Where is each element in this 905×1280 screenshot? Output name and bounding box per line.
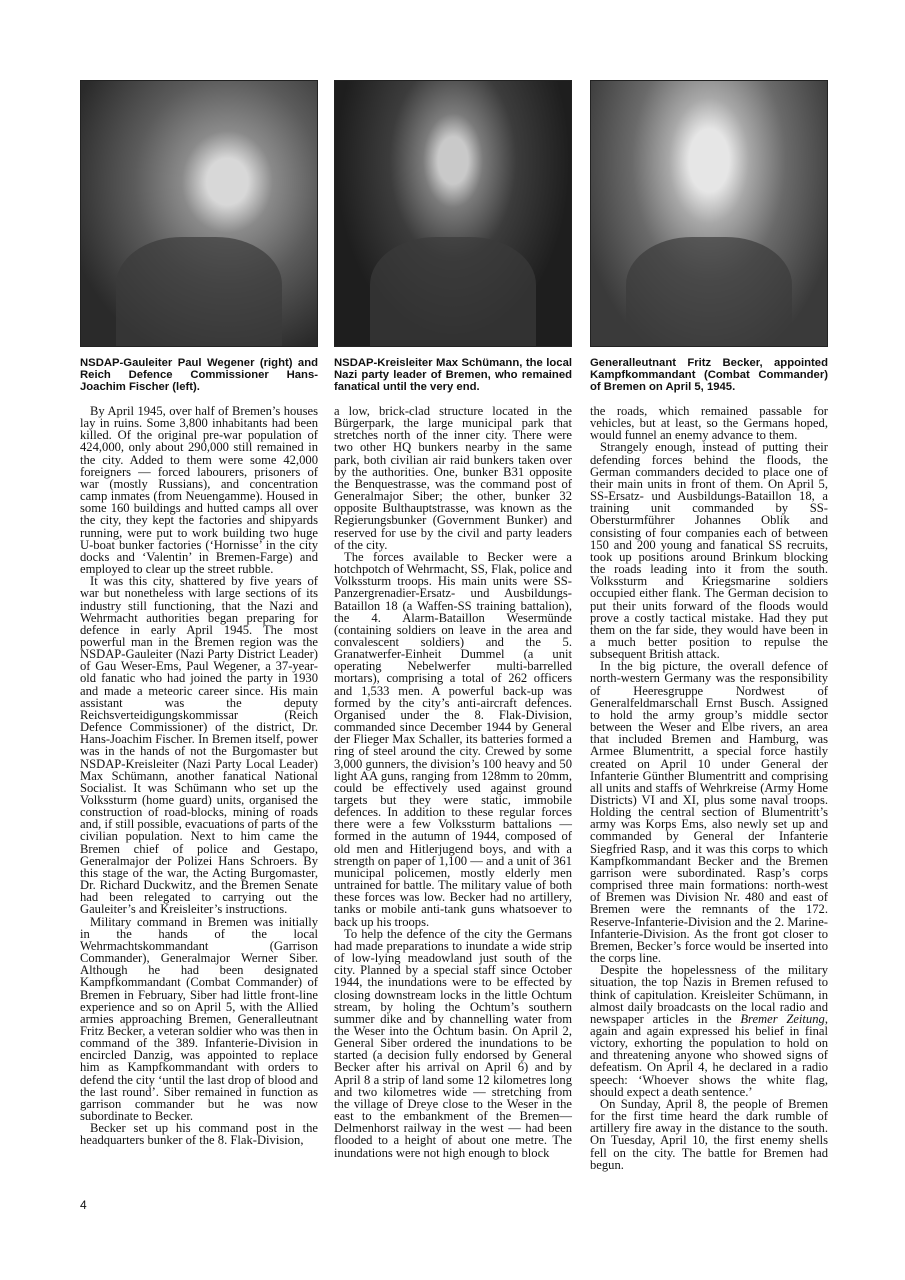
paragraph: Becker set up his command post in the headquarters bunker of the 8. Flak-Division, [80, 1121, 318, 1148]
photo-schumann [334, 80, 572, 347]
paragraph: In the big picture, the overall defence of north-western Germany was the responsibility of Heeresgruppe Nordwest of Generalfeldmarschall Ernst Busch. Assigned to hold the army group’s middle sector between the Weser and Elbe rivers, an area that included Bremen and Hamburg, was Armee Blumentritt, a special force hastily created on April 10 under General der Infanterie Günther Blumentritt and comprising all units and staffs of Wehrkreise (Army Home Districts) VI and XI, plus some naval troops. Holding the central section of Blumentritt’s army was Korps Ems, also newly set up and commanded by General der Infanterie Siegfried Rasp, and it was this corps to which Kampfkommandant Becker and the Bremen garrison were subordinated. Rasp’s corps comprised three main formations: north-west of Bremen was Division Nr. 480 and east of Bremen were the remnants of the 172. Reserve-Infanterie-Division and the 2. Marine-Infanterie-Division. As the front got closer to Bremen, Becker’s force would be inserted into the corps line. [590, 659, 828, 966]
text-column-2 [334, 405, 572, 1159]
photo-caption: NSDAP-Kreisleiter Max Schümann, the local Nazi party leader of Bremen, who remained fanatical until the very end. [334, 357, 572, 394]
paragraph: By April 1945, over half of Bremen’s houses lay in ruins. Some 3,800 inhabitants had been killed. Of the original pre-war population of 424,000, only about 290,000 still remained in the city. Added to them were some 42,000 foreigners — forced labourers, prisoners of war (mostly Russians), and concentration camp inmates (from Neuengamme). Housed in some 160 buildings and hutted camps all over the city, they kept the factories and shipyards running, were put to work building two huge U-boat bunker factories (‘Hornisse’ in the city docks and ‘Valentin’ in Bremen-Farge) and employed to clear up the street rubble. [80, 404, 318, 577]
paragraph [590, 964, 828, 1098]
text-column-1 [80, 405, 318, 1147]
photo-caption: Generalleutnant Fritz Becker, appointed Kampfkommandant (Combat Commander) of Bremen on April 5, 1945. [590, 357, 828, 394]
paragraph: It was this city, shattered by five years of war but nonetheless with large sections of its industry still functioning, that the Nazi and Wehrmacht authorities began preparing for defence in early April 1945. The most powerful man in the Bremen region was the NSDAP-Gauleiter (Nazi Party District Leader) of Gau Weser-Ems, Paul Wegener, a 37-year-old fanatic who had joined the party in 1930 and made a meteoric career since. His main assistant was the deputy Reichsverteidigungskommissar (Reich Defence Commissioner) of the district, Dr. Hans-Joachim Fischer. In Bremen itself, power was in the hands of not the Burgomaster but NSDAP-Kreisleiter (Nazi Party Local Leader) Max Schümann, another fanatical National Socialist. It was Schümann who set up the Volkssturm (home guard) units, organised the construction of road-blocks, mining of roads and, if still possible, evacuations of parts of the civilian population. Next to him came the Bremen chief of police and Gestapo, Generalmajor der Polizei Hans Schroers. By this stage of the war, the Acting Burgomaster, Dr. Richard Duckwitz, and the Bremen Senate had been relegated to carrying out the Gauleiter’s and Kreisleiter’s instructions. [80, 574, 318, 917]
text-column-3 [590, 405, 828, 1171]
paragraph: the roads, which remained passable for vehicles, but at least, so the Germans hoped, would funnel an enemy advance to them. [590, 404, 828, 443]
paragraph: a low, brick-clad structure located in the Bürgerpark, the large municipal park that stretches north of the inner city. There were two other HQ bunkers nearby in the same park, both civilian air raid bunkers taken over by the authorities. One, bunker B31 opposite the Benquestrasse, was the command post of Generalmajor Siber; the other, bunker 32 opposite Bulthauptstrasse, was known as the Regierungsbunker (Government Bunker) and reserved for use by the civil and party leaders of the city. [334, 404, 572, 552]
page-number: 4 [80, 1198, 87, 1212]
paragraph: On Sunday, April 8, the people of Bremen for the first time heard the dark rumble of artillery fire away in the distance to the south. On Tuesday, April 10, the first enemy shells fell on the city. The battle for Bremen had begun. [590, 1096, 828, 1172]
paragraph: Military command in Bremen was initially in the hands of the local Wehrmachtskommandant (Garrison Commander), Generalmajor Werner Siber. Although he had been designated Kampfkommandant (Combat Commander) of Bremen in February, Siber had little front-line experience and so on April 5, with the Allied armies approaching Bremen, Generalleutnant Fritz Becker, a veteran soldier who was then in command of the 389. Infanterie-Division in encircled Danzig, was appointed to replace him as Kampfkommandant with orders to defend the city ‘until the last drop of blood and the last round’. Siber remained in function as garrison commander but he was now subordinate to Becker. [80, 914, 318, 1124]
text-run: Despite the hopelessness of the military situation, the top Nazis in Bremen refused to think of capitulation. Kreisleiter Schümann, in almost daily broadcasts on the local radio and newspaper articles in the [590, 963, 828, 1026]
paragraph: Strangely enough, instead of putting their defending forces behind the floods, the German commanders decided to place one of their main units in front of them. On April 5, SS-Ersatz- und Ausbildungs-Bataillon 18, a training unit commanded by SS-Obersturmführer Johannes Oblik and consisting of four companies each of between 150 and 200 young and fanatical SS recruits, took up positions around Brinkum blocking the roads leading into it from the south. Volkssturm and Kriegsmarine soldiers occupied either flank. The German decision to put their units forward of the floods would prove a costly tactical mistake. Had they put them on the far side, they would have been in a much better position to repulse the subsequent British attack. [590, 440, 828, 662]
paragraph: To help the defence of the city the Germans had made preparations to inundate a wide strip of low-lying meadowland just south of the city. Planned by a special staff since October 1944, the inundations were to be effected by closing downstream locks in the little Ochtum stream, by holing the Ochtum’s southern summer dike and by channelling water from the Weser into the Ochtum basin. On April 2, General Siber ordered the inundations to be started (a decision fully endorsed by General Becker after his arrival on April 6) and by April 8 a strip of land some 12 kilometres long and two kilometres wide — stretching from the village of Dreye close to the Weser in the east to the embankment of the Bremen—Delmenhorst railway in the west — had been flooded to a height of about one metre. The inundations were not high enough to block [334, 926, 572, 1160]
photo-caption: NSDAP-Gauleiter Paul Wegener (right) and Reich Defence Commissioner Hans-Joachim Fischer (left). [80, 357, 318, 394]
photo-wegener-fischer [80, 80, 318, 347]
text-run: , again and again expressed his belief in final victory, exhorting the population to hold on and threatening anyone who showed signs of defeatism. On April 4, he declared in a radio speech: ‘Whoever shows the white flag, should expect a death sentence.’ [590, 1011, 828, 1099]
photo-becker [590, 80, 828, 347]
paragraph: The forces available to Becker were a hotchpotch of Wehrmacht, SS, Flak, police and Volkssturm troops. His main units were SS-Panzergrenadier-Ersatz- und Ausbildungs-Bataillon 18 (a Waffen-SS training battalion), the 4. Alarm-Bataillon Wesermünde (containing soldiers on leave in the area and convalescent soldiers) and the 5. Granatwerfer-Einheit Dummel (a unit operating Nebelwerfer multi-barrelled mortars), comprising a total of 262 officers and 1,533 men. A powerful back-up was formed by the city’s anti-aircraft defences. Organised under the 8. Flak-Division, commanded since December 1944 by General der Flieger Max Schaller, its batteries formed a ring of steel around the city. Crewed by some 3,000 gunners, the division’s 100 heavy and 50 light AA guns, ranging from 128mm to 20mm, could be effectively used against ground targets but they were static, immobile defences. In addition to these regular forces there were a few Volkssturm battalions — formed in the autumn of 1944, composed of old men and Hitlerjugend boys, and with a strength on paper of 1,100 — and a unit of 361 municipal policemen, mostly elderly men untrained for battle. The military value of both these forces was low. Becker had no artillery, tanks or mobile anti-tank guns whatsoever to back up his troops. [334, 549, 572, 929]
newspaper-title: Bremer Zeitung [740, 1011, 825, 1026]
